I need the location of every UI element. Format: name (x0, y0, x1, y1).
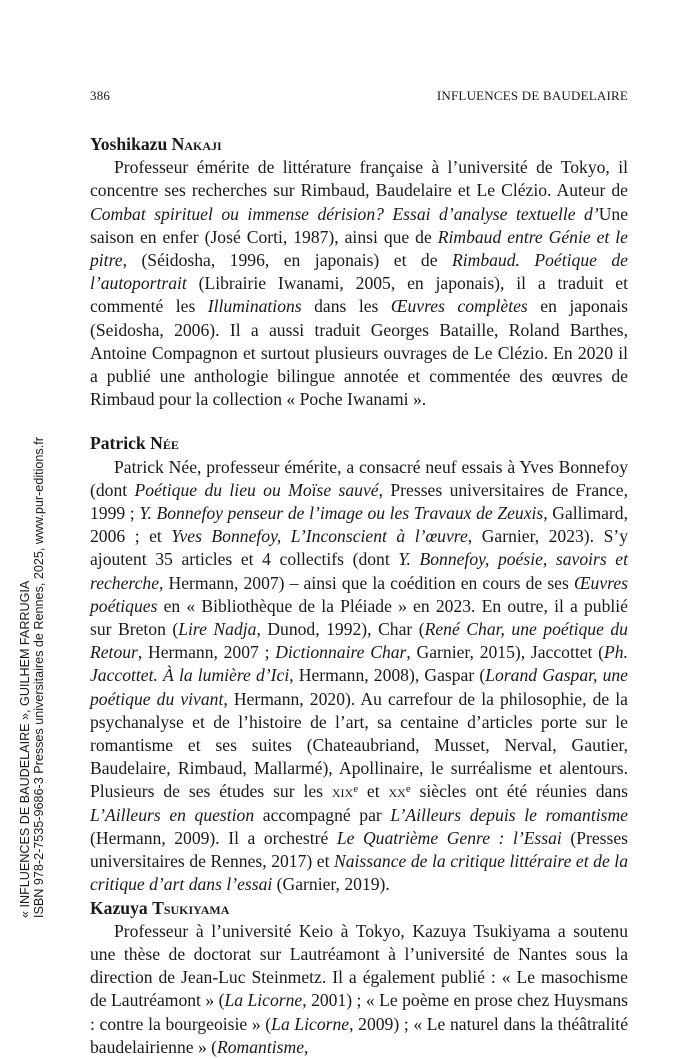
text-run: (Garnier, 2019). (272, 874, 390, 895)
work-title: La Licorne (271, 1013, 350, 1034)
page-body (90, 133, 628, 1059)
entry-last-name: Nakaji (171, 134, 222, 154)
entry-first-name: Yoshikazu (90, 134, 168, 154)
entry-first-name: Patrick (90, 433, 146, 454)
work-title: Combat spirituel ou immense dérision? Essai d’analyse textuelle d’ (90, 203, 599, 224)
work-title: Ph. Jaccottet. À la lumière d’Ici (90, 642, 628, 686)
work-title: Illuminations (207, 296, 302, 317)
work-title: Naissance de la critique littéraire et de la critique d’art dans l’essai (90, 851, 628, 895)
text-run: Professeur émérite de littérature française à l’université de Tokyo, il concentre ses recherches sur Rimbaud, Baudelaire et Le Clézio. Auteur de (90, 157, 628, 201)
text-run: , Presses universitaires de France, 1999 ; (90, 479, 628, 524)
text-run: en japonais (Seidosha, 2006). Il a aussi traduit Georges Bataille, Roland Barthes, Antoine Compagnon et surtout plusieurs ouvrages de Le Clézio. En 2020 il a publié une anthologie bilingue annotée et commentée des œuvres de Rimbaud pour la collection « Poche Iwanami ». (90, 296, 628, 410)
entry-paragraph (90, 456, 628, 897)
work-title: Lorand Gaspar, une poétique du vivant (90, 665, 628, 709)
superscript: e (405, 783, 411, 796)
text-run: , Hermann, 2007 ; (137, 642, 276, 663)
entry-name (90, 133, 628, 156)
text-run: Professeur à l’université Keio à Tokyo, Kazuya Tsukiyama a soutenu une thèse de doctorat sur Lautréamont à l’université de Nantes sous la direction de Jean-Luc Steinmetz. Il a également publié : « Le masochisme de Lautréamont » ( (90, 920, 628, 1011)
superscript: e (353, 783, 359, 796)
entry-paragraph (90, 920, 628, 1059)
bio-entry (90, 432, 628, 896)
work-title: Œuvres poétiques (90, 572, 628, 616)
work-title: Le Quatrième Genre : l’Essai (336, 827, 562, 848)
work-title: Dictionnaire Char (275, 642, 407, 663)
work-title: René Char, une poétique du Retour (90, 619, 628, 663)
text-run: Patrick Née, professeur émérite, a consacré neuf essais à Yves Bonnefoy (dont (90, 456, 628, 500)
entry-last-name: Née (150, 433, 179, 454)
work-title: Yves Bonnefoy, L’Inconscient à l’œuvre (171, 526, 468, 547)
work-title: Romantisme (217, 1036, 304, 1057)
entry-name (90, 897, 628, 920)
entry-last-name: Tsukiyama (152, 897, 230, 918)
work-title: Œuvres complètes (390, 296, 528, 317)
entry-first-name: Kazuya (90, 897, 148, 918)
text-run: accompagné par (254, 804, 391, 825)
work-title: L’Ailleurs en question (90, 804, 255, 825)
text-run: , Dunod, 1992), Char ( (256, 619, 425, 640)
work-title: Poétique du lieu ou Moïse sauvé (134, 479, 379, 500)
page-number: 386 (90, 88, 111, 103)
side-note-line: « INFLUENCES DE BAUDELAIRE », GUILHEM FARRUGIA (18, 580, 32, 918)
text-run: en « Bibliothèque de la Pléiade » en 2023. En outre, il a publié sur Breton ( (90, 595, 628, 640)
text-run: , 2009) ; « Le naturel dans la théâtralité baudelairienne » ( (90, 1013, 629, 1057)
work-title: Lire Nadja (178, 619, 257, 640)
work-title: Y. Bonnefoy penseur de l’image ou les Travaux de Zeuxis (139, 503, 544, 524)
work-title: La Licorne (224, 990, 303, 1011)
entry-name (90, 432, 628, 455)
running-title: INFLUENCES DE BAUDELAIRE (436, 88, 628, 103)
text-run: , (304, 1036, 309, 1057)
work-title: Rimbaud entre Génie et le pitre (90, 226, 628, 271)
text-run: , (Séidosha, 1996, en japonais) et de (122, 250, 452, 271)
text-run: Une saison en enfer (José Corti, 1987), ainsi que de (90, 203, 628, 247)
work-title: Y. Bonnefoy, poésie, savoirs et recherche (90, 549, 629, 593)
text-run: , Hermann, 2020). Au carrefour de la philosophie, de la psychanalyse et de l’histoire de l’art, sa centaine d’articles porte sur le romantisme et ses suites (Chateaubriand, Musset, Nerval, Gautier, Baudelaire, Rimbaud, Mallarmé), Apollinaire, le surréalisme et alentours. Plusieurs de ses études sur les (90, 688, 628, 802)
text-run: (Librairie Iwanami, 2005, en japonais), il a traduit et commenté les (90, 273, 628, 317)
text-run: (Hermann, 2009). Il a orchestré (90, 827, 337, 848)
bio-entry (90, 897, 628, 1059)
text-run: , 2001) ; « Le poème en prose chez Huysmans : contre la bourgeoisie » ( (90, 990, 629, 1034)
text-run: siècles ont été réunies dans (410, 781, 628, 802)
text-run: et (358, 781, 389, 802)
text-run: , Hermann, 2007) – ainsi que la coédition en cours de ses (159, 572, 574, 593)
entry-paragraph (90, 156, 628, 411)
work-title: L’Ailleurs depuis le romantisme (390, 804, 628, 825)
side-copyright-note (18, 437, 46, 918)
text-run: (Presses universitaires de Rennes, 2017) et (90, 827, 629, 872)
text-run: , Gallimard, 2006 ; et (90, 503, 628, 547)
bio-entry (90, 133, 628, 411)
text-run: dans les (301, 296, 391, 317)
century-numeral: xix (331, 781, 354, 802)
text-run: , Garnier, 2015), Jaccottet ( (406, 642, 605, 663)
side-note-line: ISBN 978-2-7535-9686-3 Presses universitaires de Rennes, 2025, www.pur-editions.fr (32, 437, 46, 918)
century-numeral: xx (388, 781, 406, 802)
work-title: Rimbaud. Poétique de l’autoportrait (90, 250, 628, 294)
text-run: , Garnier, 2023). S’y ajoutent 35 articles et 4 collectifs (dont (90, 526, 629, 570)
text-run: , Hermann, 2008), Gaspar ( (289, 665, 486, 686)
